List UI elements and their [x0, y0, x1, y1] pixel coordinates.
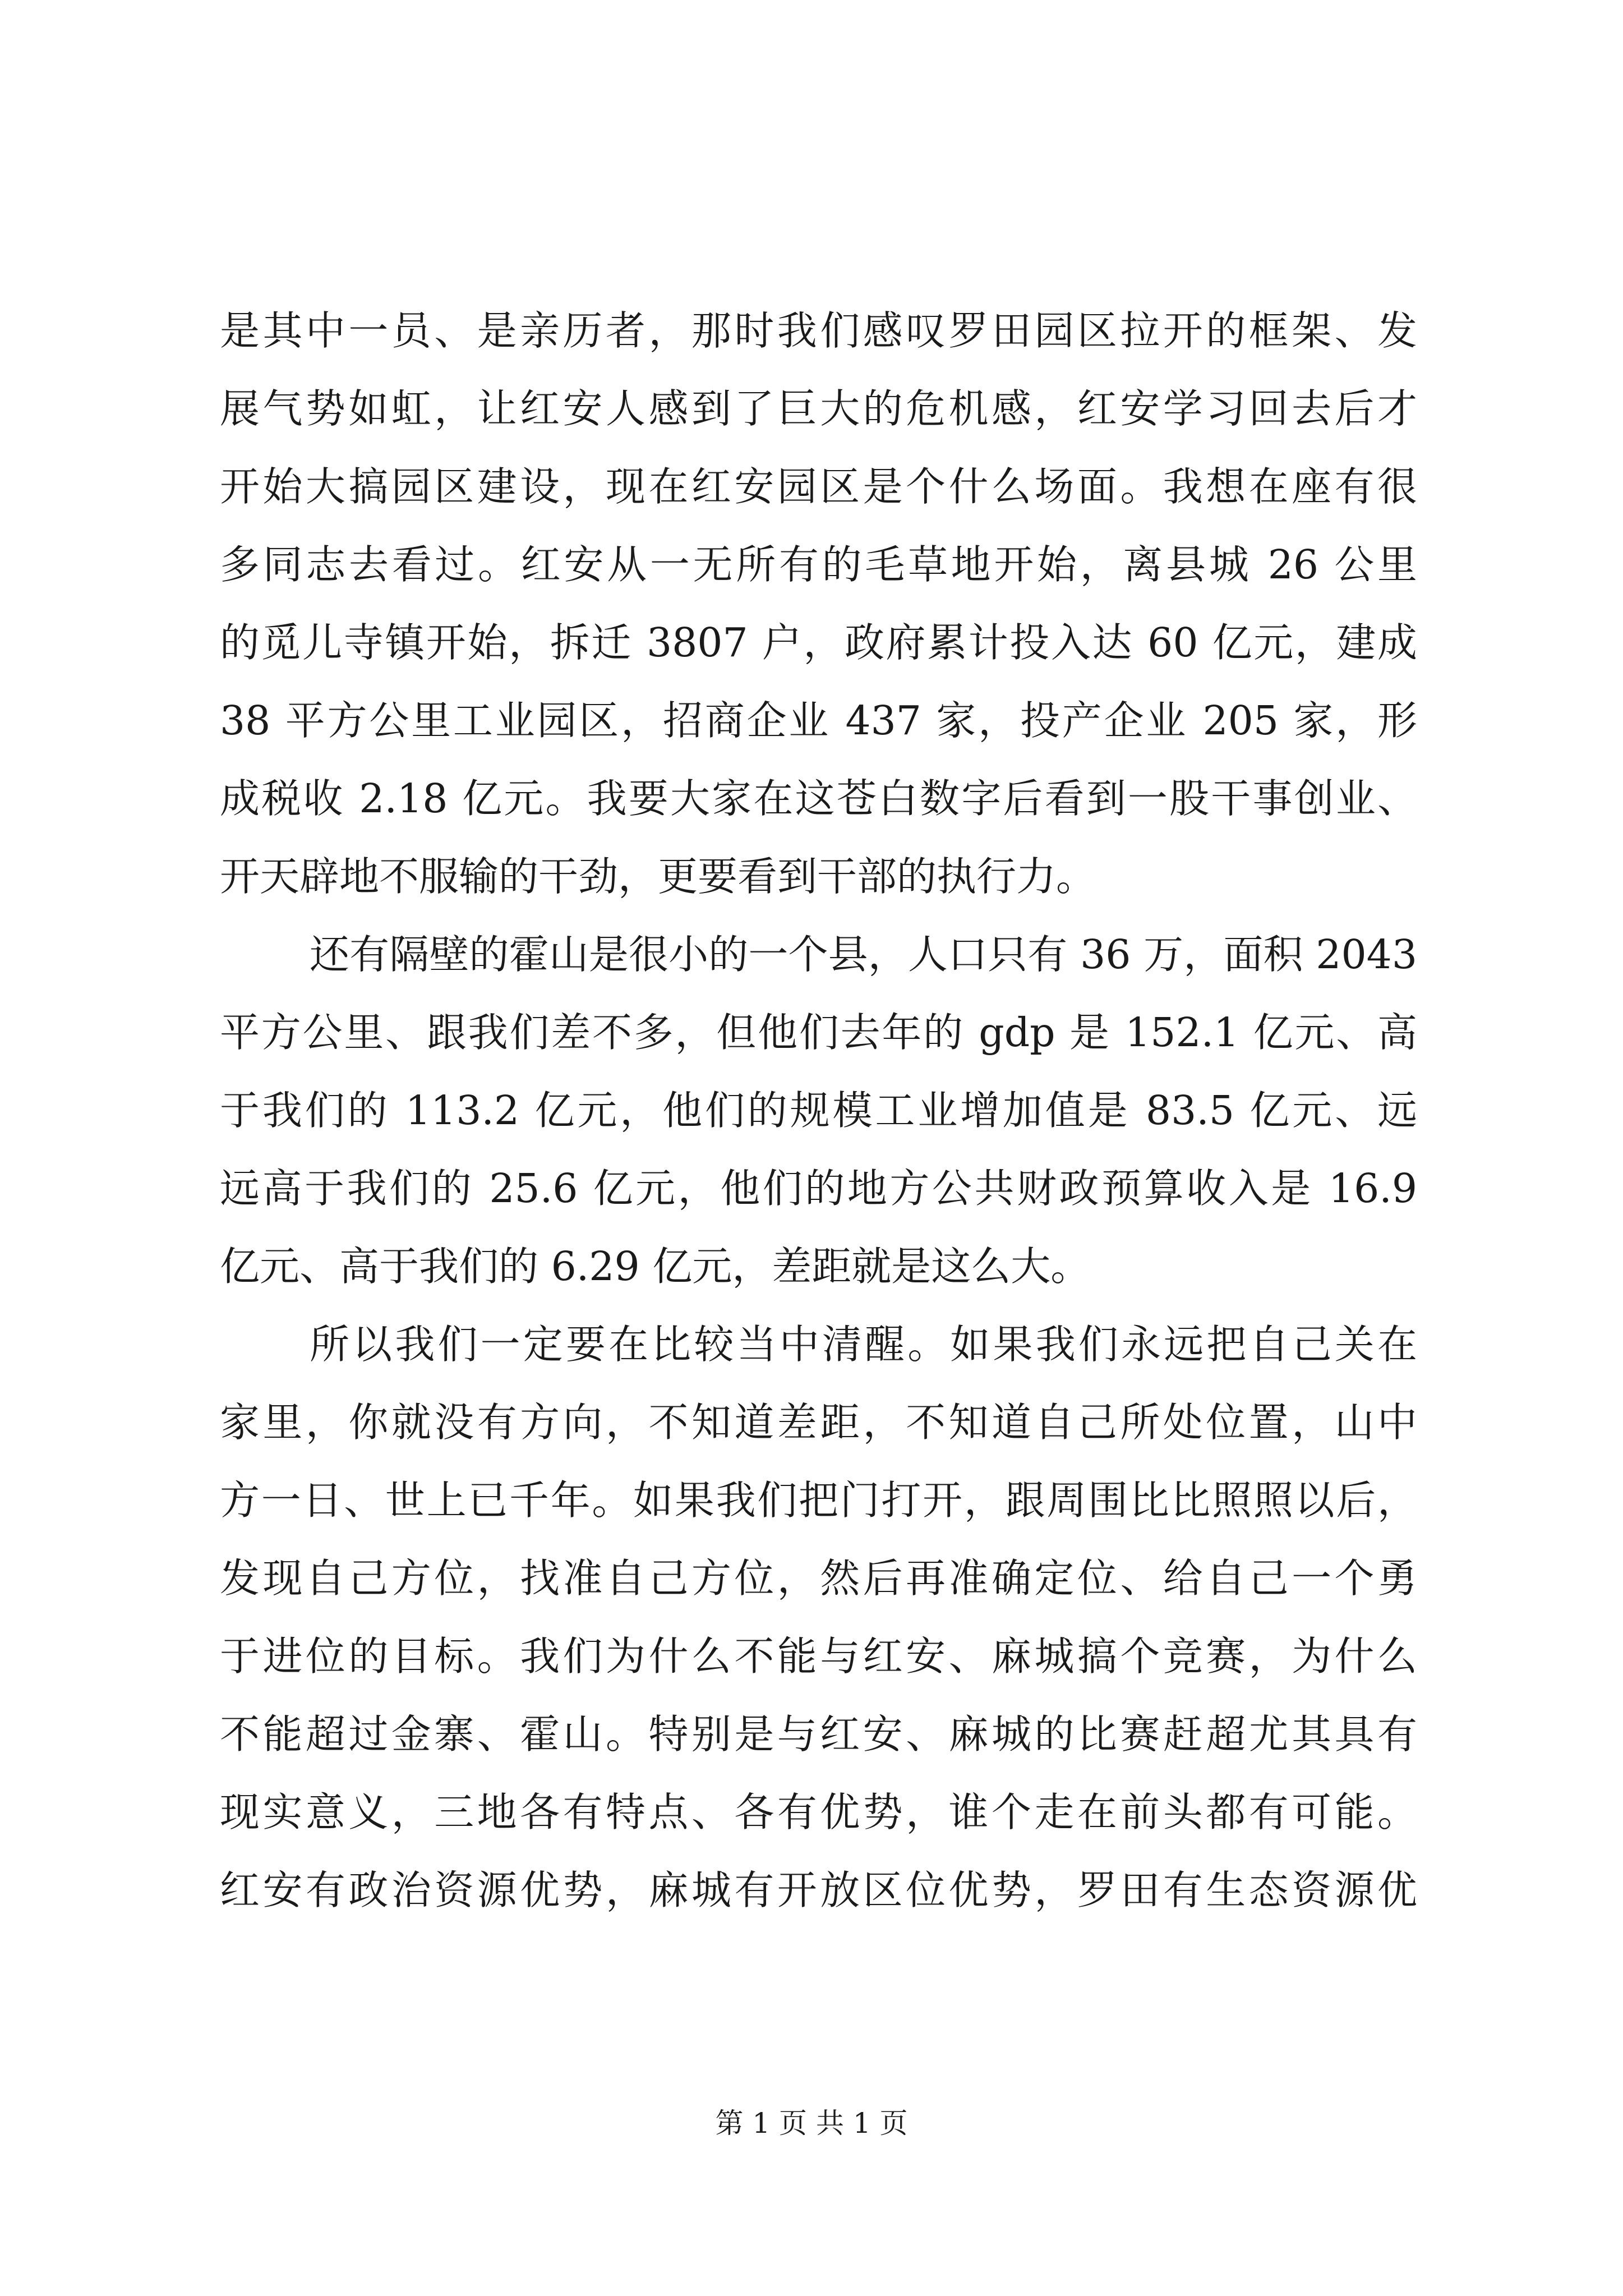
- text-line: 平方公里、跟我们差不多，但他们去年的 gdp 是 152.1 亿元、高: [220, 1009, 1417, 1056]
- text-line: 开始大搞园区建设，现在红安园区是个什么场面。我想在座有很: [220, 463, 1417, 510]
- text-line: 开天辟地不服输的干劲，更要看到干部的执行力。: [220, 853, 1096, 900]
- text-line: 38 平方公里工业园区，招商企业 437 家，投产企业 205 家，形: [220, 697, 1417, 744]
- body-text: [220, 292, 1417, 1929]
- text-line: 亿元、高于我们的 6.29 亿元，差距就是这么大。: [220, 1243, 1091, 1290]
- text-line: 的觅儿寺镇开始，拆迁 3807 户，政府累计投入达 60 亿元，建成: [220, 619, 1417, 666]
- paragraph-3: [220, 1305, 1417, 1929]
- text-line: 所以我们一定要在比较当中清醒。如果我们永远把自己关在: [310, 1321, 1417, 1368]
- text-line: 还有隔壁的霍山是很小的一个县，人口只有 36 万，面积 2043: [310, 931, 1417, 978]
- text-line: 于进位的目标。我们为什么不能与红安、麻城搞个竞赛，为什么: [220, 1633, 1417, 1680]
- text-line: 红安有政治资源优势，麻城有开放区位优势，罗田有生态资源优: [220, 1867, 1417, 1913]
- text-line: 是其中一员、是亲历者，那时我们感叹罗田园区拉开的框架、发: [220, 307, 1417, 354]
- text-line: 家里，你就没有方向，不知道差距，不知道自己所处位置，山中: [220, 1399, 1417, 1446]
- paragraph-2: [220, 915, 1417, 1305]
- text-line: 方一日、世上已千年。如果我们把门打开，跟周围比比照照以后，: [220, 1477, 1417, 1524]
- text-line: 远高于我们的 25.6 亿元，他们的地方公共财政预算收入是 16.9: [220, 1165, 1417, 1212]
- text-line: 展气势如虹，让红安人感到了巨大的危机感，红安学习回去后才: [220, 385, 1417, 432]
- text-line: 不能超过金寨、霍山。特别是与红安、麻城的比赛赶超尤其具有: [220, 1711, 1417, 1757]
- text-line: 现实意义，三地各有特点、各有优势，谁个走在前头都有可能。: [220, 1789, 1417, 1835]
- text-line: 发现自己方位，找准自己方位，然后再准确定位、给自己一个勇: [220, 1555, 1417, 1602]
- text-line: 于我们的 113.2 亿元，他们的规模工业增加值是 83.5 亿元、远: [220, 1087, 1417, 1134]
- text-line: 多同志去看过。红安从一无所有的毛草地开始，离县城 26 公里: [220, 541, 1417, 588]
- paragraph-1: [220, 292, 1417, 915]
- page-footer: 第 1 页 共 1 页: [715, 2107, 908, 2139]
- text-line: 成税收 2.18 亿元。我要大家在这苍白数字后看到一股干事创业、: [220, 775, 1417, 822]
